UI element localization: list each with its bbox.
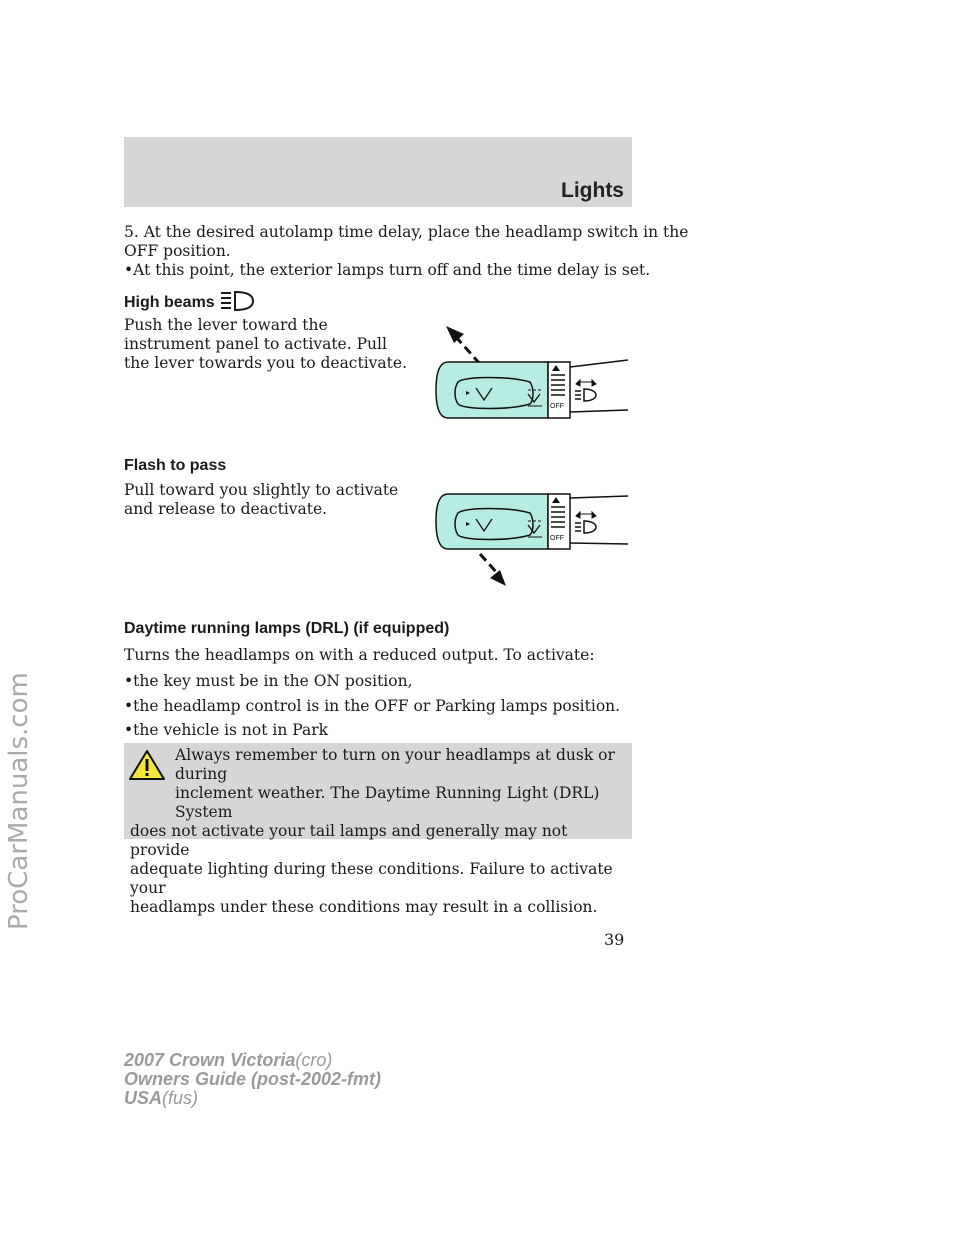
warning-text [130,746,624,917]
warning-line1: Always remember to turn on your headlamps at dusk or during [175,746,615,783]
intro-step5: 5. At the desired autolamp time delay, place the headlamp switch in the [124,223,689,241]
high-beams-heading [124,290,257,312]
intro-step5-cont: OFF position. [124,242,231,260]
lever-stalk-bottom [570,410,628,412]
section-header-band [124,137,632,207]
page-number: 39 [604,930,625,949]
watermark: ProCarManuals.com [4,672,34,930]
footer-guide: Owners Guide (post-2002-fmt) [124,1069,382,1089]
drl-bullet: •the key must be in the ON position, [124,672,413,690]
warning-line5: headlamps under these conditions may result in a collision. [130,898,598,916]
flash-to-pass-line2: and release to deactivate. [124,500,328,518]
flash-to-pass-line1: Pull toward you slightly to activate [124,481,399,499]
headlamp-icon [584,521,596,533]
warning-line3: does not activate your tail lamps and generally may not provide [130,822,568,859]
drl-bullet-text: the vehicle is not in Park [133,721,329,739]
high-beams-line2: instrument panel to activate. Pull [124,335,387,353]
footer [124,1051,381,1108]
drl-intro: Turns the headlamps on with a reduced output. To activate: [124,646,595,664]
turn-signal-icon [576,512,596,518]
high-beams-line3: the lever towards you to deactivate. [124,354,408,372]
high-beams-line1: Push the lever toward the [124,316,328,334]
off-label: OFF [550,535,564,542]
warning-box [124,743,632,916]
warning-line4: adequate lighting during these conditions. Failure to activate your [130,860,613,897]
lever-knob [436,362,548,418]
lever-stalk-top [570,360,628,367]
flash-to-pass-lever-diagram [420,476,640,596]
section-title: Lights [561,179,624,202]
flash-to-pass-heading: Flash to pass [124,457,227,474]
intro-bullet: •At this point, the exterior lamps turn off and the time delay is set. [124,261,651,279]
drl-bullet-text: the key must be in the ON position, [133,672,413,690]
push-direction-line [456,337,480,364]
intro-bullet-text: At this point, the exterior lamps turn off and the time delay is set. [133,261,651,279]
lever-stalk-top [570,496,628,498]
off-label: OFF [550,403,564,410]
high-beams-heading-text: High beams [124,294,215,311]
pull-arrow-head [490,570,506,586]
pull-direction-line [480,554,498,574]
headlamp-icon [584,389,596,401]
drl-bullet-text: the headlamp control is in the OFF or Parking lamps position. [133,697,621,715]
footer-model-code: (cro) [295,1050,333,1070]
footer-model: 2007 Crown Victoria [124,1050,296,1070]
lever-knob [436,494,548,549]
turn-signal-icon [576,380,596,386]
drl-bullet: •the headlamp control is in the OFF or Parking lamps position. [124,697,621,715]
drl-heading: Daytime running lamps (DRL) (if equipped) [124,620,450,637]
high-beam-icon [221,290,257,312]
warning-line2: inclement weather. The Daytime Running Light (DRL) System [175,784,600,821]
push-arrow-head [446,326,464,343]
high-beam-lever-diagram [420,320,640,440]
drl-bullet: •the vehicle is not in Park [124,721,329,739]
footer-market-code: (fus) [162,1088,199,1108]
footer-market: USA [124,1088,163,1108]
lever-stalk-bottom [570,543,628,544]
